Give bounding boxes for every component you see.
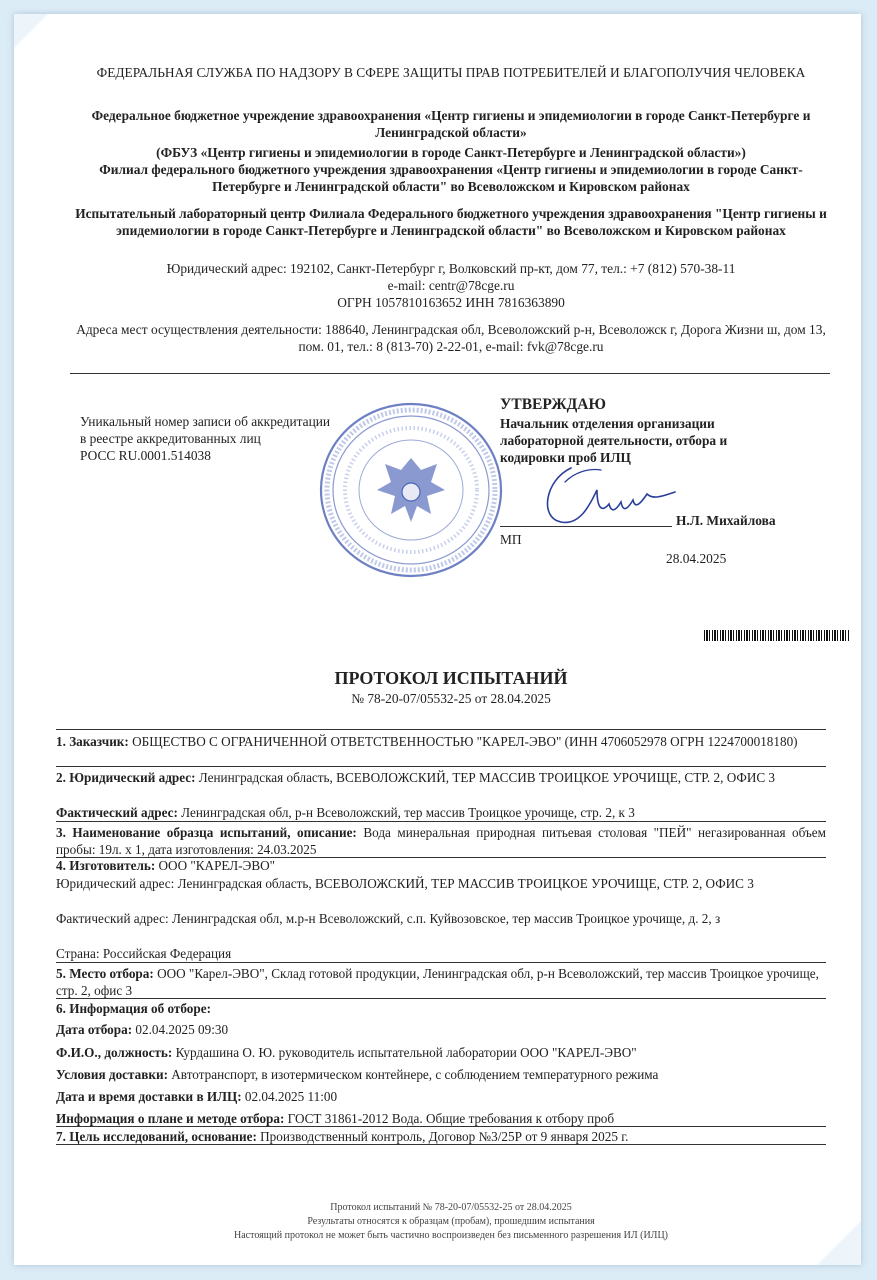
accreditation-line2: в реестре аккредитованных лиц: [80, 431, 261, 446]
barcode: [704, 630, 849, 641]
delivery-datetime-label: Дата и время доставки в ИЛЦ:: [56, 1089, 242, 1104]
divider: [56, 998, 826, 999]
footer-copy-restriction: Настоящий протокол не может быть частично воспроизведен без письменного разрешения ИЛ (ИЛЦ): [233, 1230, 668, 1241]
sampling-info-heading: 6. Информация об отборе:: [56, 1001, 211, 1016]
maker-value: ООО "КАРЕЛ-ЭВО": [158, 858, 276, 873]
signature-line: [500, 526, 672, 527]
branch-name: Филиал федерального бюджетного учреждения здравоохранения «Центр гигиены и эпидемиологии в городе Санкт-Петербурге и Ленинградской области" во Всеволожском и Кировском районах: [99, 162, 803, 194]
email: e-mail: centr@78cge.ru: [387, 278, 515, 293]
delivery-conditions-label: Условия доставки:: [56, 1067, 168, 1082]
delivery-datetime-row: [56, 1088, 826, 1105]
accreditation-number: РОСС RU.0001.514038: [80, 448, 211, 463]
official-seal-stamp: [316, 400, 506, 580]
sampler-row: [56, 1044, 826, 1061]
protocol-title: ПРОТОКОЛ ИСПЫТАНИЙ: [334, 668, 568, 688]
customer-row: [56, 733, 826, 750]
approver-position: Начальник отделения организации лабораторной деятельности, отбора и кодировки проб ИЛЦ: [500, 416, 728, 465]
sampling-date-row: [56, 1021, 826, 1038]
legal-address-label: 2. Юридический адрес:: [56, 770, 196, 785]
actual-address-label: Фактический адрес:: [56, 805, 178, 820]
approval-title: УТВЕРЖДАЮ: [500, 396, 606, 413]
sampling-date-label: Дата отбора:: [56, 1022, 133, 1037]
divider: [56, 821, 826, 822]
page-corner-fold: [14, 14, 48, 48]
legal-address-row: [56, 769, 826, 786]
divider: [56, 962, 826, 963]
maker-row: [56, 857, 826, 874]
legal-address: Юридический адрес: 192102, Санкт-Петербург г, Волковский пр-кт, дом 77, тел.: +7 (812) 570-38-11: [166, 261, 736, 276]
actual-address-value: Ленинградская обл, р-н Всеволожский, тер массив Троицкое урочище, стр. 2, к 3: [181, 805, 635, 820]
divider: [56, 729, 826, 730]
protocol-number: № 78-20-07/05532-25 от 28.04.2025: [351, 691, 551, 706]
sampling-plan-value: ГОСТ 31861-2012 Вода. Общие требования к отбору проб: [287, 1111, 615, 1126]
lab-center-name: Испытательный лабораторный центр Филиала Федерального бюджетного учреждения здравоохранения "Центр гигиены и эпидемиологии в городе Санкт-Петербурге и Ленинградской области" во Всеволожском и Кировском районах: [75, 206, 827, 238]
sampling-place-value: ООО "Карел-ЭВО", Склад готовой продукции, Ленинградская обл, р-н Всеволожский, тер массив Троицкое урочище, стр. 2, офис 3: [56, 966, 819, 998]
sampler-label: Ф.И.О., должность:: [56, 1045, 173, 1060]
approver-name: Н.Л. Михайлова: [676, 513, 776, 528]
sampling-plan-label: Информация о плане и методе отбора:: [56, 1111, 285, 1126]
divider: [56, 1126, 826, 1127]
delivery-datetime-value: 02.04.2025 11:00: [244, 1089, 338, 1104]
institution-name: Федеральное бюджетное учреждение здравоохранения «Центр гигиены и эпидемиологии в городе Санкт-Петербурге и Ленинградской области»: [91, 108, 811, 140]
sample-label: 3. Наименование образца испытаний, описание:: [56, 825, 357, 840]
divider: [56, 1144, 826, 1145]
legal-address-value: Ленинградская область, ВСЕВОЛОЖСКИЙ, ТЕР МАССИВ ТРОИЦКОЕ УРОЧИЩЕ, СТР. 2, ОФИС 3: [198, 770, 776, 785]
country: Страна: Российская Федерация: [56, 946, 232, 961]
purpose-value: Производственный контроль, Договор №3/25Р от 9 января 2025 г.: [260, 1129, 629, 1144]
divider: [56, 766, 826, 767]
sampling-place-label: 5. Место отбора:: [56, 966, 154, 981]
maker-actual-address: Фактический адрес: Ленинградская обл, м.р-н Всеволожский, с.п. Куйвозовское, тер массив Троицкое урочище, д. 2, з: [56, 911, 721, 926]
delivery-conditions-row: [56, 1066, 826, 1083]
delivery-conditions-value: Автотранспорт, в изотермическом контейнере, с соблюдением температурного режима: [171, 1067, 659, 1082]
maker-legal-address: Юридический адрес: Ленинградская область, ВСЕВОЛОЖСКИЙ, ТЕР МАССИВ ТРОИЦКОЕ УРОЧИЩЕ, СТР. 2, ОФИС 3: [56, 876, 754, 891]
customer-label: 1. Заказчик:: [56, 734, 129, 749]
purpose-label: 7. Цель исследований, основание:: [56, 1129, 257, 1144]
institution-short-name: (ФБУЗ «Центр гигиены и эпидемиологии в городе Санкт-Петербурге и Ленинградской области»): [156, 145, 746, 160]
sampler-value: Курдашина О. Ю. руководитель испытательной лаборатории ООО "КАРЕЛ-ЭВО": [175, 1045, 637, 1060]
footer-results-note: Результаты относятся к образцам (пробам), прошедшим испытания: [307, 1216, 595, 1227]
sample-value: Вода минеральная природная питьевая столовая "ПЕЙ" негазированная объем пробы: 19л. х 1, дата изготовления: 24.03.2025: [56, 825, 827, 857]
activity-address: Адреса мест осуществления деятельности: 188640, Ленинградская обл, Всеволожский р-н, Всеволожск г, Дорога Жизни ш, дом 13, пом. 01, тел.: 8 (813-70) 2-22-01, e-mail: fvk@78cge.ru: [76, 322, 826, 354]
approval-date: 28.04.2025: [666, 551, 727, 566]
agency-name: ФЕДЕРАЛЬНАЯ СЛУЖБА ПО НАДЗОРУ В СФЕРЕ ЗАЩИТЫ ПРАВ ПОТРЕБИТЕЛЕЙ И БЛАГОПОЛУЧИЯ ЧЕЛОВЕКА: [96, 65, 806, 80]
sampling-date-value: 02.04.2025 09:30: [135, 1022, 229, 1037]
maker-label: 4. Изготовитель:: [56, 858, 156, 873]
footer-protocol-ref: Протокол испытаний № 78-20-07/05532-25 от 28.04.2025: [330, 1202, 572, 1213]
handwritten-signature: [535, 460, 685, 530]
sample-row: [56, 824, 826, 858]
purpose-row: [56, 1128, 826, 1145]
sampling-plan-row: [56, 1110, 826, 1127]
actual-address-row: [56, 804, 826, 821]
sampling-info-label: [56, 1000, 826, 1017]
customer-value: ОБЩЕСТВО С ОГРАНИЧЕННОЙ ОТВЕТСТВЕННОСТЬЮ "КАРЕЛ-ЭВО" (ИНН 4706052978 ОГРН 1224700018180): [132, 734, 798, 749]
sampling-place-row: [56, 965, 826, 999]
mp-mark: МП: [500, 532, 522, 547]
accreditation-line1: Уникальный номер записи об аккредитации: [80, 414, 331, 429]
header-divider: [70, 373, 830, 374]
ogrn-inn: ОГРН 1057810163652 ИНН 7816363890: [337, 295, 565, 310]
